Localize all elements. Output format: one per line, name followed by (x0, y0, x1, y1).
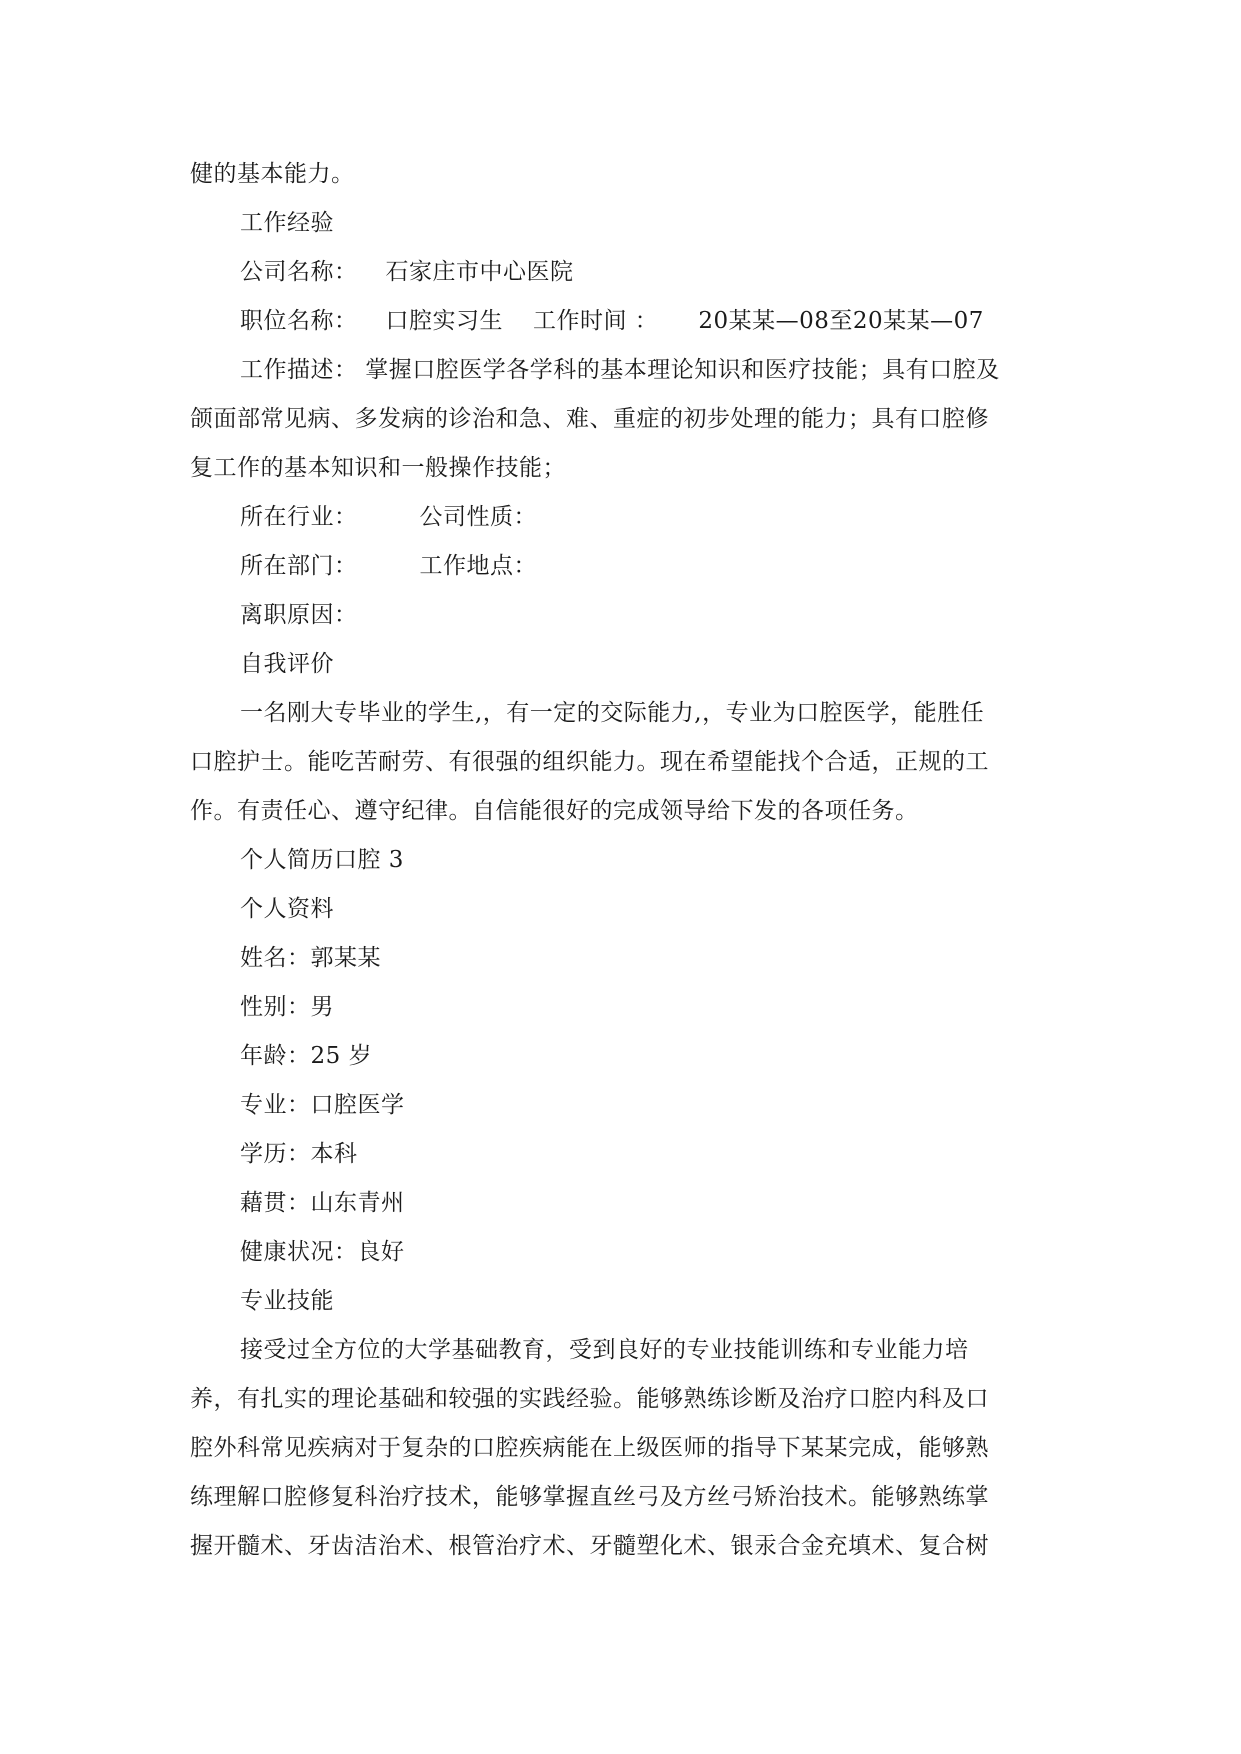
profile-education: 学历：本科 (240, 1141, 358, 1167)
skills-line: 腔外科常见疾病对于复杂的口腔疾病能在上级医师的指导下某某完成，能够熟 (190, 1435, 989, 1461)
self-evaluation-line: 口腔护士。能吃苦耐劳、有很强的组织能力。现在希望能找个合适，正规的工 (190, 749, 989, 775)
department-label: 所在部门： (240, 553, 358, 579)
leave-reason-label: 离职原因： (240, 602, 358, 628)
skills-line: 接受过全方位的大学基础教育，受到良好的专业技能训练和专业能力培 (240, 1337, 969, 1363)
position-label: 职位名称： (240, 308, 358, 334)
company-value: 石家庄市中心医院 (385, 259, 574, 285)
document-page (190, 150, 1060, 1571)
profile-gender: 性别：男 (240, 994, 334, 1020)
skills-line: 练理解口腔修复科治疗技术，能够掌握直丝弓及方丝弓矫治技术。能够熟练掌 (190, 1484, 989, 1510)
work-description-line: 工作描述： 掌握口腔医学各学科的基本理论知识和医疗技能；具有口腔及 (240, 357, 1000, 383)
worktime-label: 工作时间 ： (533, 308, 659, 334)
work-description-line: 颌面部常见病、多发病的诊治和急、难、重症的初步处理的能力；具有口腔修 (190, 406, 989, 432)
company-row (190, 248, 1060, 297)
profile-heading: 个人资料 (240, 896, 334, 922)
profile-major: 专业：口腔医学 (240, 1092, 405, 1118)
worktime-value: 20某某—08至20某某—07 (698, 308, 984, 334)
profile-name: 姓名：郭某某 (240, 945, 381, 971)
intro-tail: 健的基本能力。 (190, 161, 355, 187)
position-value: 口腔实习生 (385, 308, 503, 334)
self-evaluation-line: 一名刚大专毕业的学生,，有一定的交际能力,，专业为口腔医学，能胜任 (240, 700, 985, 726)
profile-health: 健康状况：良好 (240, 1239, 405, 1265)
profile-origin: 藉贯：山东青州 (240, 1190, 405, 1216)
work-description-line: 复工作的基本知识和一般操作技能； (190, 455, 566, 481)
work-experience-heading: 工作经验 (240, 210, 334, 236)
resume-section-title: 个人简历口腔 3 (240, 847, 404, 873)
self-evaluation-heading: 自我评价 (240, 651, 334, 677)
company-nature-label: 公司性质： (419, 504, 537, 530)
company-label: 公司名称： (240, 259, 358, 285)
self-evaluation-line: 作。有责任心、遵守纪律。自信能很好的完成领导给下发的各项任务。 (190, 798, 919, 824)
skills-line: 养，有扎实的理论基础和较强的实践经验。能够熟练诊断及治疗口腔内科及口 (190, 1386, 989, 1412)
industry-label: 所在行业： (240, 504, 358, 530)
department-row (190, 542, 1060, 591)
position-row (190, 297, 1060, 346)
skills-heading: 专业技能 (240, 1288, 334, 1314)
profile-age: 年龄：25 岁 (240, 1043, 373, 1069)
skills-line: 握开髓术、牙齿洁治术、根管治疗术、牙髓塑化术、银汞合金充填术、复合树 (190, 1533, 989, 1559)
industry-row (190, 493, 1060, 542)
work-location-label: 工作地点： (419, 553, 537, 579)
